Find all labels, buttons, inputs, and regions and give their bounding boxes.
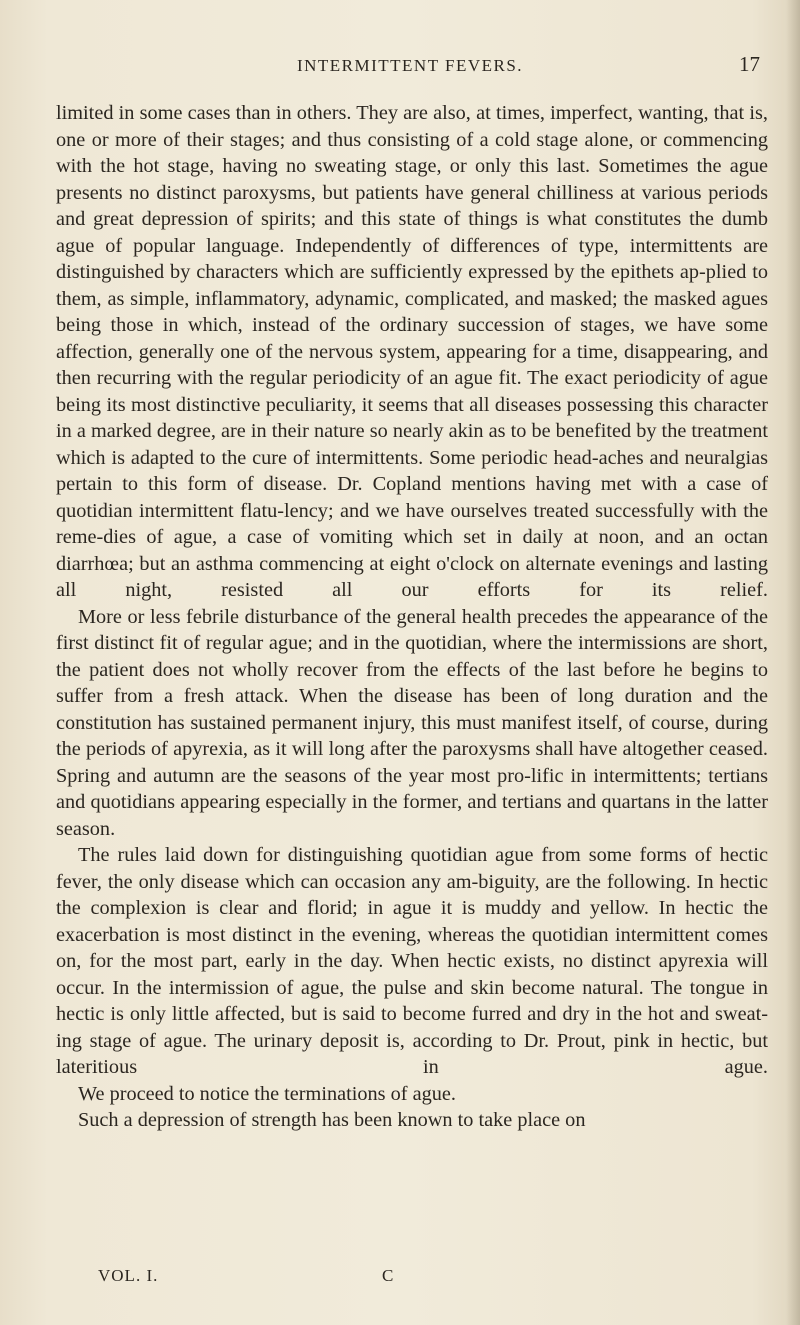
body-text bbox=[56, 100, 768, 1134]
page-number: 17 bbox=[739, 52, 760, 76]
volume-label: VOL. I. bbox=[98, 1266, 159, 1285]
paragraph-5: Such a depression of strength has been known to take place on bbox=[78, 1109, 586, 1131]
page-footer bbox=[98, 1266, 448, 1292]
paragraph-4: We proceed to notice the terminations of ague. bbox=[78, 1082, 456, 1105]
paragraph-1: limited in some cases than in others. They are also, at times, imperfect, wanting, that is, one or more of their stages; and thus consisting of a cold stage alone, or commencing with the hot stage, having no sweating stage, or only this last. Sometimes the ague presents no distinct paroxysms, but patients have general chilliness at various periods and great depression of spirits; and this state of things is what constitutes the dumb ague of popular language. Independently of differences of type, intermittents are distinguished by characters which are sufficiently expressed by the epithets ap-plied to them, as simple, inflammatory, adynamic, complicated, and masked; the masked agues being those in which, instead of the ordinary succession of stages, we have some affection, generally one of the nervous system, appearing for a time, disappearing, and then recurring with the regular periodicity of an ague fit. The exact periodicity of ague being its most distinctive peculiarity, it seems that all diseases possessing this character in a marked degree, are in their nature so nearly akin as to be benefited by the treatment which is adapted to the cure of intermittents. Some periodic head-aches and neuralgias pertain to this form of disease. Dr. Copland mentions having met with a case of quotidian intermittent flatu-lency; and we have ourselves treated successfully with the reme-dies of ague, a case of vomiting which set in daily at noon, and an octan diarrhœa; but an asthma commencing at eight o'clock on alternate evenings and lasting all night, resisted all our efforts for its relief. bbox=[56, 102, 768, 601]
running-head: INTERMITTENT FEVERS. bbox=[296, 56, 524, 75]
page-edge-shadow bbox=[786, 0, 800, 1325]
signature-mark: C bbox=[382, 1266, 395, 1285]
paragraph-3: The rules laid down for distinguishing quotidian ague from some forms of hectic fever, the only disease which can occasion any am-biguity, are the following. In hectic the complexion is clear and florid; in ague it is muddy and yellow. In hectic the exacerbation is most distinct in the evening, whereas the quotidian intermittent comes on, for the most part, early in the day. When hectic exists, no distinct apyrexia will occur. In the intermission of ague, the pulse and skin become natural. The tongue in hectic is only little affected, but is said to become furred and dry in the hot and sweat-ing stage of ague. The urinary deposit is, according to Dr. Prout, pink in hectic, but lateritious in ague. bbox=[56, 844, 768, 1078]
paragraph-2: More or less febrile disturbance of the general health precedes the appearance of the first distinct fit of regular ague; and in the quotidian, where the intermissions are short, the patient does not wholly recover from the effects of the last before he begins to suffer from a fresh attack. When the disease has been of long duration and the constitution has sustained permanent injury, this must manifest itself, of course, during the periods of apyrexia, as it will long after the paroxysms shall have altogether ceased. Spring and autumn are the seasons of the year most pro-lific in intermittents; tertians and quotidians appearing especially in the former, and tertians and quartans in the latter season. bbox=[56, 605, 768, 840]
page-header bbox=[60, 52, 760, 82]
